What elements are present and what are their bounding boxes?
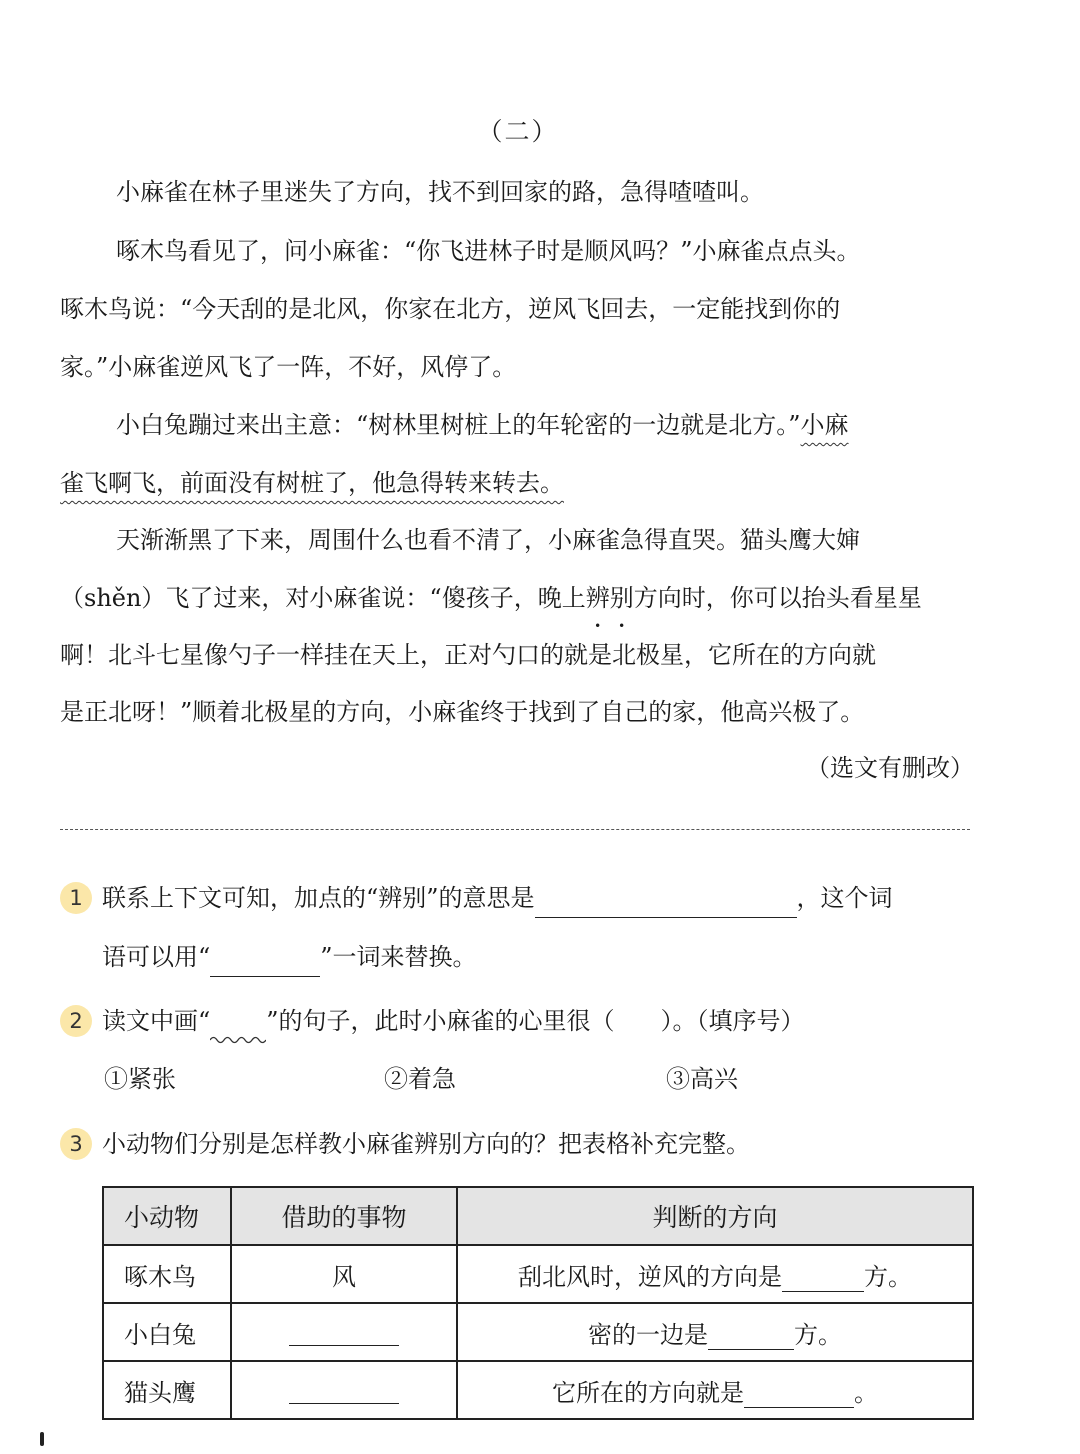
question-1-line-1 [102,878,893,918]
option-3[interactable]: ③高兴 [666,1065,738,1093]
scan-mark [40,1432,44,1446]
passage-line-4: 家。”小麻雀逆风飞了一阵，不好，风停了。 [60,353,517,381]
direction-text-a: 它所在的方向就是 [552,1378,744,1407]
dotted-char-bian: 辨 [585,584,610,612]
answer-blank-thing-3[interactable] [289,1379,399,1404]
answer-blank-meaning[interactable] [535,891,797,918]
question-1-line-2 [102,937,477,977]
answer-blank-thing-2[interactable] [289,1321,399,1346]
answer-blank-direction-1[interactable] [782,1267,864,1292]
table-cell-animal: 小白兔 [103,1303,231,1361]
passage-line-3: 啄木鸟说：“今天刮的是北风，你家在北方，逆风飞回去，一定能找到你的 [60,295,841,323]
table-cell-thing [231,1361,457,1419]
wavy-underlined-text-2: 雀飞啊飞，前面没有树桩了，他急得转来转去。 [60,469,564,497]
answer-table [102,1186,974,1420]
question-2-text-c: ）。（填序号） [660,1007,805,1035]
passage-line-9: 啊！北斗七星像勺子一样挂在天上，正对勺口的就是北极星，它所在的方向就 [60,641,876,669]
dashed-divider [60,829,970,830]
table-cell-direction [457,1303,973,1361]
question-2-number: 2 [60,1005,92,1037]
question-1-text-a: 联系上下文可知，加点的“辨别”的意思是 [102,884,535,912]
question-3-number: 3 [60,1128,92,1160]
source-note: （选文有删改） [806,754,974,782]
passage-line-10: 是正北呀！”顺着北极星的方向，小麻雀终于找到了自己的家，他高兴极了。 [60,698,865,726]
table-header-thing: 借助的事物 [231,1187,457,1245]
answer-blank-direction-2[interactable] [708,1325,794,1350]
passage-line-5-text: 小白兔蹦过来出主意：“树林里树桩上的年轮密的一边就是北方。” [116,411,801,439]
direction-text-b: 方。 [794,1320,842,1349]
question-3-text: 小动物们分别是怎样教小麻雀辨别方向的？把表格补充完整。 [102,1130,750,1158]
table-cell-direction [457,1245,973,1303]
table-cell-direction [457,1361,973,1419]
table-row [103,1303,973,1361]
passage-title: （二） [477,117,559,146]
question-1-text-c: 语可以用“ [102,943,211,971]
direction-text-b: 。 [854,1378,878,1407]
answer-blank-synonym[interactable] [210,950,320,977]
table-row [103,1245,973,1303]
question-2-text-a: 读文中画“ [102,1007,211,1035]
wavy-underlined-text-1: 小麻 [800,411,849,439]
direction-text-b: 方。 [864,1262,912,1291]
table-cell-thing: 风 [231,1245,457,1303]
table-header-direction: 判断的方向 [457,1187,973,1245]
direction-text-a: 刮北风时，逆风的方向是 [518,1262,782,1291]
passage-line-5 [116,405,849,445]
passage-line-8-b: 方向时，你可以抬头看星星 [633,584,922,612]
table-cell-animal: 啄木鸟 [103,1245,231,1303]
option-1[interactable]: ①紧张 [104,1065,176,1093]
passage-line-1: 小麻雀在林子里迷失了方向，找不到回家的路，急得喳喳叫。 [116,178,764,206]
table-cell-thing [231,1303,457,1361]
option-2[interactable]: ②着急 [384,1065,456,1093]
wavy-line-sample [210,1015,266,1041]
passage-line-8-a: （shěn）飞了过来，对小麻雀说：“傻孩子，晚上 [60,584,586,612]
table-row [103,1361,973,1419]
direction-text-a: 密的一边是 [588,1320,708,1349]
question-2-line [102,1001,805,1041]
dotted-char-bie: 别 [609,584,634,612]
table-header-row [103,1187,973,1245]
question-1-text-b: ，这个词 [796,884,893,912]
table-cell-animal: 猫头鹰 [103,1361,231,1419]
passage-line-7: 天渐渐黑了下来，周围什么也看不清了，小麻雀急得直哭。猫头鹰大婶 [116,526,860,554]
passage-line-2: 啄木鸟看见了，问小麻雀：“你飞进林子时是顺风吗？”小麻雀点点头。 [116,237,861,265]
question-1-text-d: ”一词来替换。 [320,943,477,971]
question-1-number: 1 [60,882,92,914]
table-header-animal: 小动物 [103,1187,231,1245]
answer-blank-direction-3[interactable] [744,1383,854,1408]
question-2-text-b: ”的句子，此时小麻雀的心里很（ [266,1007,615,1035]
passage-line-8 [60,578,922,618]
